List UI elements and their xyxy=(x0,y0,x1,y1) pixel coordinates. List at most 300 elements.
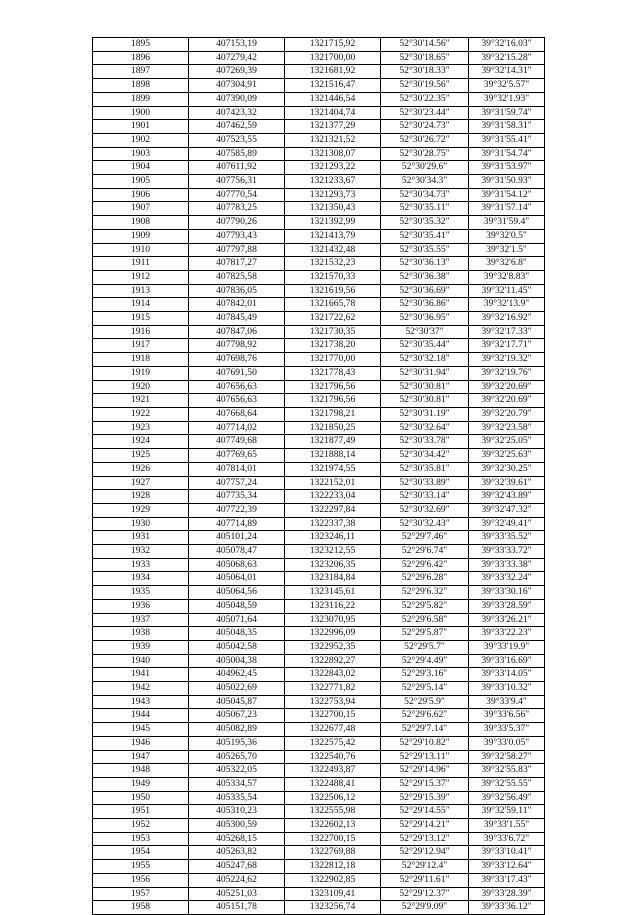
x-coordinate-cell: 405300,59 xyxy=(189,819,285,833)
point-number-cell: 1905 xyxy=(93,175,189,189)
table-row xyxy=(93,380,545,394)
y-coordinate-cell: 1321350,43 xyxy=(285,202,381,216)
latitude-cell: 52°30'35.32" xyxy=(381,216,469,230)
point-number-cell: 1931 xyxy=(93,531,189,545)
latitude-cell: 52°29'10.82" xyxy=(381,736,469,750)
point-number-cell: 1911 xyxy=(93,257,189,271)
point-number-cell: 1927 xyxy=(93,476,189,490)
x-coordinate-cell: 407523,55 xyxy=(189,133,285,147)
longitude-cell: 39°32'8.83" xyxy=(469,270,545,284)
x-coordinate-cell: 405251,03 xyxy=(189,887,285,901)
table-row xyxy=(93,65,545,79)
x-coordinate-cell: 405004,38 xyxy=(189,654,285,668)
point-number-cell: 1912 xyxy=(93,270,189,284)
longitude-cell: 39°32'39.61" xyxy=(469,476,545,490)
latitude-cell: 52°29'12.94" xyxy=(381,846,469,860)
longitude-cell: 39°33'6.72" xyxy=(469,832,545,846)
latitude-cell: 52°29'5.7" xyxy=(381,640,469,654)
table-row xyxy=(93,147,545,161)
latitude-cell: 52°30'28.75" xyxy=(381,147,469,161)
longitude-cell: 39°32'23.58" xyxy=(469,421,545,435)
longitude-cell: 39°33'9.4" xyxy=(469,695,545,709)
table-row xyxy=(93,860,545,874)
latitude-cell: 52°30'35.44" xyxy=(381,339,469,353)
point-number-cell: 1953 xyxy=(93,832,189,846)
longitude-cell: 39°32'20.69" xyxy=(469,380,545,394)
y-coordinate-cell: 1322488,41 xyxy=(285,777,381,791)
latitude-cell: 52°30'33.89" xyxy=(381,476,469,490)
point-number-cell: 1924 xyxy=(93,435,189,449)
longitude-cell: 39°33'35.52" xyxy=(469,531,545,545)
x-coordinate-cell: 407783,25 xyxy=(189,202,285,216)
table-row xyxy=(93,188,545,202)
latitude-cell: 52°29'14.21" xyxy=(381,819,469,833)
longitude-cell: 39°32'11.45" xyxy=(469,284,545,298)
x-coordinate-cell: 407390,09 xyxy=(189,92,285,106)
table-row xyxy=(93,777,545,791)
y-coordinate-cell: 1321293,22 xyxy=(285,161,381,175)
x-coordinate-cell: 407756,31 xyxy=(189,175,285,189)
longitude-cell: 39°33'10.41" xyxy=(469,846,545,860)
longitude-cell: 39°33'0.05" xyxy=(469,736,545,750)
y-coordinate-cell: 1321432,48 xyxy=(285,243,381,257)
x-coordinate-cell: 405042,58 xyxy=(189,640,285,654)
y-coordinate-cell: 1322812,18 xyxy=(285,860,381,874)
latitude-cell: 52°30'35.81" xyxy=(381,462,469,476)
y-coordinate-cell: 1322952,35 xyxy=(285,640,381,654)
y-coordinate-cell: 1321850,25 xyxy=(285,421,381,435)
point-number-cell: 1951 xyxy=(93,805,189,819)
y-coordinate-cell: 1323145,61 xyxy=(285,586,381,600)
x-coordinate-cell: 407798,92 xyxy=(189,339,285,353)
point-number-cell: 1926 xyxy=(93,462,189,476)
latitude-cell: 52°30'35.41" xyxy=(381,229,469,243)
point-number-cell: 1944 xyxy=(93,709,189,723)
point-number-cell: 1954 xyxy=(93,846,189,860)
latitude-cell: 52°30'18.65" xyxy=(381,51,469,65)
table-row xyxy=(93,462,545,476)
table-row xyxy=(93,435,545,449)
latitude-cell: 52°29'14.55" xyxy=(381,805,469,819)
longitude-cell: 39°33'28.39" xyxy=(469,887,545,901)
table-row xyxy=(93,791,545,805)
table-row xyxy=(93,229,545,243)
x-coordinate-cell: 407153,19 xyxy=(189,38,285,52)
latitude-cell: 52°29'13.12" xyxy=(381,832,469,846)
latitude-cell: 52°29'12.4" xyxy=(381,860,469,874)
point-number-cell: 1897 xyxy=(93,65,189,79)
latitude-cell: 52°30'29.6" xyxy=(381,161,469,175)
y-coordinate-cell: 1323246,11 xyxy=(285,531,381,545)
point-number-cell: 1956 xyxy=(93,873,189,887)
longitude-cell: 39°32'0.5" xyxy=(469,229,545,243)
longitude-cell: 39°32'20.79" xyxy=(469,407,545,421)
x-coordinate-cell: 405334,57 xyxy=(189,777,285,791)
x-coordinate-cell: 405064,01 xyxy=(189,572,285,586)
longitude-cell: 39°31'59.74" xyxy=(469,106,545,120)
x-coordinate-cell: 407814,01 xyxy=(189,462,285,476)
longitude-cell: 39°32'30.25" xyxy=(469,462,545,476)
y-coordinate-cell: 1322843,02 xyxy=(285,668,381,682)
longitude-cell: 39°32'56.49" xyxy=(469,791,545,805)
latitude-cell: 52°30'32.64" xyxy=(381,421,469,435)
latitude-cell: 52°30'30.81" xyxy=(381,394,469,408)
latitude-cell: 52°30'33.78" xyxy=(381,435,469,449)
latitude-cell: 52°29'4.49" xyxy=(381,654,469,668)
y-coordinate-cell: 1322769,88 xyxy=(285,846,381,860)
x-coordinate-cell: 405224,62 xyxy=(189,873,285,887)
y-coordinate-cell: 1322602,13 xyxy=(285,819,381,833)
longitude-cell: 39°32'16.92" xyxy=(469,312,545,326)
table-row xyxy=(93,736,545,750)
latitude-cell: 52°30'37" xyxy=(381,325,469,339)
table-row xyxy=(93,503,545,517)
longitude-cell: 39°33'33.38" xyxy=(469,558,545,572)
x-coordinate-cell: 405048,59 xyxy=(189,599,285,613)
longitude-cell: 39°32'47.32" xyxy=(469,503,545,517)
y-coordinate-cell: 1322677,48 xyxy=(285,723,381,737)
latitude-cell: 52°30'31.94" xyxy=(381,366,469,380)
point-number-cell: 1908 xyxy=(93,216,189,230)
latitude-cell: 52°29'7.14" xyxy=(381,723,469,737)
x-coordinate-cell: 407845,49 xyxy=(189,312,285,326)
table-row xyxy=(93,764,545,778)
point-number-cell: 1937 xyxy=(93,613,189,627)
table-row xyxy=(93,353,545,367)
point-number-cell: 1913 xyxy=(93,284,189,298)
longitude-cell: 39°32'5.57" xyxy=(469,79,545,93)
x-coordinate-cell: 405322,05 xyxy=(189,764,285,778)
table-row xyxy=(93,175,545,189)
y-coordinate-cell: 1323256,74 xyxy=(285,901,381,915)
y-coordinate-cell: 1321570,33 xyxy=(285,270,381,284)
point-number-cell: 1928 xyxy=(93,490,189,504)
point-number-cell: 1925 xyxy=(93,449,189,463)
longitude-cell: 39°32'59.11" xyxy=(469,805,545,819)
table-row xyxy=(93,92,545,106)
x-coordinate-cell: 407793,43 xyxy=(189,229,285,243)
latitude-cell: 52°30'34.73" xyxy=(381,188,469,202)
longitude-cell: 39°31'50.93" xyxy=(469,175,545,189)
y-coordinate-cell: 1322506,12 xyxy=(285,791,381,805)
longitude-cell: 39°32'19.76" xyxy=(469,366,545,380)
x-coordinate-cell: 407656,63 xyxy=(189,394,285,408)
point-number-cell: 1947 xyxy=(93,750,189,764)
longitude-cell: 39°31'54.74" xyxy=(469,147,545,161)
x-coordinate-cell: 407842,01 xyxy=(189,298,285,312)
y-coordinate-cell: 1322902,85 xyxy=(285,873,381,887)
y-coordinate-cell: 1321700,00 xyxy=(285,51,381,65)
latitude-cell: 52°29'6.74" xyxy=(381,545,469,559)
point-number-cell: 1895 xyxy=(93,38,189,52)
longitude-cell: 39°31'55.41" xyxy=(469,133,545,147)
point-number-cell: 1935 xyxy=(93,586,189,600)
y-coordinate-cell: 1321738,20 xyxy=(285,339,381,353)
coordinates-table-body xyxy=(93,38,545,915)
latitude-cell: 52°29'14.96" xyxy=(381,764,469,778)
x-coordinate-cell: 407304,91 xyxy=(189,79,285,93)
latitude-cell: 52°29'6.42" xyxy=(381,558,469,572)
longitude-cell: 39°32'13.9" xyxy=(469,298,545,312)
point-number-cell: 1915 xyxy=(93,312,189,326)
x-coordinate-cell: 405064,56 xyxy=(189,586,285,600)
table-row xyxy=(93,901,545,915)
table-row xyxy=(93,750,545,764)
table-row xyxy=(93,257,545,271)
longitude-cell: 39°33'30.16" xyxy=(469,586,545,600)
table-row xyxy=(93,312,545,326)
point-number-cell: 1903 xyxy=(93,147,189,161)
y-coordinate-cell: 1321888,14 xyxy=(285,449,381,463)
latitude-cell: 52°29'15.39" xyxy=(381,791,469,805)
x-coordinate-cell: 407790,26 xyxy=(189,216,285,230)
y-coordinate-cell: 1321293,73 xyxy=(285,188,381,202)
point-number-cell: 1930 xyxy=(93,517,189,531)
point-number-cell: 1901 xyxy=(93,120,189,134)
y-coordinate-cell: 1321532,23 xyxy=(285,257,381,271)
point-number-cell: 1948 xyxy=(93,764,189,778)
x-coordinate-cell: 407279,42 xyxy=(189,51,285,65)
table-row xyxy=(93,79,545,93)
y-coordinate-cell: 1321392,99 xyxy=(285,216,381,230)
y-coordinate-cell: 1321796,56 xyxy=(285,394,381,408)
table-row xyxy=(93,545,545,559)
latitude-cell: 52°30'32.18" xyxy=(381,353,469,367)
y-coordinate-cell: 1322555,98 xyxy=(285,805,381,819)
x-coordinate-cell: 405247,68 xyxy=(189,860,285,874)
point-number-cell: 1922 xyxy=(93,407,189,421)
y-coordinate-cell: 1321796,56 xyxy=(285,380,381,394)
x-coordinate-cell: 405068,63 xyxy=(189,558,285,572)
y-coordinate-cell: 1323109,41 xyxy=(285,887,381,901)
latitude-cell: 52°30'14.56" xyxy=(381,38,469,52)
point-number-cell: 1933 xyxy=(93,558,189,572)
x-coordinate-cell: 407668,64 xyxy=(189,407,285,421)
latitude-cell: 52°29'6.32" xyxy=(381,586,469,600)
table-row xyxy=(93,832,545,846)
y-coordinate-cell: 1322233,04 xyxy=(285,490,381,504)
latitude-cell: 52°29'5.14" xyxy=(381,682,469,696)
point-number-cell: 1952 xyxy=(93,819,189,833)
x-coordinate-cell: 407770,54 xyxy=(189,188,285,202)
table-row xyxy=(93,270,545,284)
latitude-cell: 52°30'36.38" xyxy=(381,270,469,284)
longitude-cell: 39°32'1.93" xyxy=(469,92,545,106)
table-row xyxy=(93,202,545,216)
longitude-cell: 39°33'33.72" xyxy=(469,545,545,559)
y-coordinate-cell: 1321233,67 xyxy=(285,175,381,189)
x-coordinate-cell: 404962,45 xyxy=(189,668,285,682)
point-number-cell: 1904 xyxy=(93,161,189,175)
longitude-cell: 39°32'55.83" xyxy=(469,764,545,778)
x-coordinate-cell: 407423,32 xyxy=(189,106,285,120)
point-number-cell: 1918 xyxy=(93,353,189,367)
latitude-cell: 52°30'31.19" xyxy=(381,407,469,421)
x-coordinate-cell: 405101,24 xyxy=(189,531,285,545)
table-row xyxy=(93,490,545,504)
longitude-cell: 39°33'32.24" xyxy=(469,572,545,586)
table-row xyxy=(93,394,545,408)
table-row xyxy=(93,51,545,65)
point-number-cell: 1914 xyxy=(93,298,189,312)
y-coordinate-cell: 1321404,74 xyxy=(285,106,381,120)
x-coordinate-cell: 405310,23 xyxy=(189,805,285,819)
x-coordinate-cell: 407722,39 xyxy=(189,503,285,517)
y-coordinate-cell: 1321413,79 xyxy=(285,229,381,243)
point-number-cell: 1900 xyxy=(93,106,189,120)
longitude-cell: 39°32'55.55" xyxy=(469,777,545,791)
x-coordinate-cell: 405151,78 xyxy=(189,901,285,915)
y-coordinate-cell: 1321770,00 xyxy=(285,353,381,367)
longitude-cell: 39°33'12.64" xyxy=(469,860,545,874)
point-number-cell: 1958 xyxy=(93,901,189,915)
y-coordinate-cell: 1323070,95 xyxy=(285,613,381,627)
point-number-cell: 1923 xyxy=(93,421,189,435)
longitude-cell: 39°33'22.23" xyxy=(469,627,545,641)
point-number-cell: 1907 xyxy=(93,202,189,216)
x-coordinate-cell: 405022,69 xyxy=(189,682,285,696)
x-coordinate-cell: 407769,65 xyxy=(189,449,285,463)
y-coordinate-cell: 1322892,27 xyxy=(285,654,381,668)
x-coordinate-cell: 407611,92 xyxy=(189,161,285,175)
y-coordinate-cell: 1323206,35 xyxy=(285,558,381,572)
latitude-cell: 52°30'30.81" xyxy=(381,380,469,394)
longitude-cell: 39°32'1.5" xyxy=(469,243,545,257)
table-row xyxy=(93,572,545,586)
table-row xyxy=(93,120,545,134)
x-coordinate-cell: 405082,89 xyxy=(189,723,285,737)
table-row xyxy=(93,819,545,833)
point-number-cell: 1950 xyxy=(93,791,189,805)
x-coordinate-cell: 407797,88 xyxy=(189,243,285,257)
latitude-cell: 52°29'12.37" xyxy=(381,887,469,901)
point-number-cell: 1932 xyxy=(93,545,189,559)
table-row xyxy=(93,449,545,463)
x-coordinate-cell: 407735,34 xyxy=(189,490,285,504)
longitude-cell: 39°32'6.8" xyxy=(469,257,545,271)
longitude-cell: 39°32'16.03" xyxy=(469,38,545,52)
table-row xyxy=(93,339,545,353)
table-row xyxy=(93,723,545,737)
latitude-cell: 52°30'23.44" xyxy=(381,106,469,120)
latitude-cell: 52°29'5.9" xyxy=(381,695,469,709)
x-coordinate-cell: 407825,58 xyxy=(189,270,285,284)
y-coordinate-cell: 1321516,47 xyxy=(285,79,381,93)
x-coordinate-cell: 407462,59 xyxy=(189,120,285,134)
latitude-cell: 52°29'11.61" xyxy=(381,873,469,887)
x-coordinate-cell: 407698,76 xyxy=(189,353,285,367)
point-number-cell: 1919 xyxy=(93,366,189,380)
table-row xyxy=(93,161,545,175)
table-row xyxy=(93,284,545,298)
longitude-cell: 39°31'57.14" xyxy=(469,202,545,216)
point-number-cell: 1902 xyxy=(93,133,189,147)
longitude-cell: 39°33'19.9" xyxy=(469,640,545,654)
longitude-cell: 39°33'17.43" xyxy=(469,873,545,887)
y-coordinate-cell: 1323184,84 xyxy=(285,572,381,586)
table-row xyxy=(93,243,545,257)
table-row xyxy=(93,599,545,613)
x-coordinate-cell: 405335,54 xyxy=(189,791,285,805)
x-coordinate-cell: 405268,15 xyxy=(189,832,285,846)
longitude-cell: 39°32'17.71" xyxy=(469,339,545,353)
latitude-cell: 52°30'34.3" xyxy=(381,175,469,189)
longitude-cell: 39°31'54.12" xyxy=(469,188,545,202)
y-coordinate-cell: 1321308,07 xyxy=(285,147,381,161)
x-coordinate-cell: 405265,70 xyxy=(189,750,285,764)
table-row xyxy=(93,805,545,819)
x-coordinate-cell: 405071,64 xyxy=(189,613,285,627)
x-coordinate-cell: 405048,35 xyxy=(189,627,285,641)
y-coordinate-cell: 1322700,15 xyxy=(285,709,381,723)
y-coordinate-cell: 1321681,92 xyxy=(285,65,381,79)
y-coordinate-cell: 1322753,94 xyxy=(285,695,381,709)
point-number-cell: 1920 xyxy=(93,380,189,394)
latitude-cell: 52°29'5.82" xyxy=(381,599,469,613)
y-coordinate-cell: 1321665,78 xyxy=(285,298,381,312)
point-number-cell: 1916 xyxy=(93,325,189,339)
latitude-cell: 52°30'35.55" xyxy=(381,243,469,257)
table-row xyxy=(93,517,545,531)
y-coordinate-cell: 1321798,21 xyxy=(285,407,381,421)
latitude-cell: 52°29'6.58" xyxy=(381,613,469,627)
y-coordinate-cell: 1321321,52 xyxy=(285,133,381,147)
y-coordinate-cell: 1323116,22 xyxy=(285,599,381,613)
longitude-cell: 39°32'58.27" xyxy=(469,750,545,764)
longitude-cell: 39°33'14.05" xyxy=(469,668,545,682)
point-number-cell: 1940 xyxy=(93,654,189,668)
table-row xyxy=(93,133,545,147)
y-coordinate-cell: 1322575,42 xyxy=(285,736,381,750)
table-row xyxy=(93,668,545,682)
y-coordinate-cell: 1322700,15 xyxy=(285,832,381,846)
latitude-cell: 52°30'36.13" xyxy=(381,257,469,271)
point-number-cell: 1896 xyxy=(93,51,189,65)
point-number-cell: 1957 xyxy=(93,887,189,901)
point-number-cell: 1910 xyxy=(93,243,189,257)
table-row xyxy=(93,613,545,627)
x-coordinate-cell: 407585,89 xyxy=(189,147,285,161)
point-number-cell: 1949 xyxy=(93,777,189,791)
table-row xyxy=(93,846,545,860)
y-coordinate-cell: 1321722,62 xyxy=(285,312,381,326)
table-row xyxy=(93,640,545,654)
table-row xyxy=(93,531,545,545)
y-coordinate-cell: 1321446,54 xyxy=(285,92,381,106)
point-number-cell: 1939 xyxy=(93,640,189,654)
latitude-cell: 52°30'35.11" xyxy=(381,202,469,216)
longitude-cell: 39°31'53.97" xyxy=(469,161,545,175)
table-row xyxy=(93,627,545,641)
y-coordinate-cell: 1321877,49 xyxy=(285,435,381,449)
point-number-cell: 1898 xyxy=(93,79,189,93)
point-number-cell: 1917 xyxy=(93,339,189,353)
point-number-cell: 1899 xyxy=(93,92,189,106)
point-number-cell: 1946 xyxy=(93,736,189,750)
coordinates-table xyxy=(92,37,545,915)
y-coordinate-cell: 1322337,38 xyxy=(285,517,381,531)
latitude-cell: 52°29'5.87" xyxy=(381,627,469,641)
latitude-cell: 52°29'6.28" xyxy=(381,572,469,586)
longitude-cell: 39°31'58.31" xyxy=(469,120,545,134)
longitude-cell: 39°32'49.41" xyxy=(469,517,545,531)
point-number-cell: 1929 xyxy=(93,503,189,517)
x-coordinate-cell: 405078,47 xyxy=(189,545,285,559)
latitude-cell: 52°29'3.16" xyxy=(381,668,469,682)
longitude-cell: 39°33'28.59" xyxy=(469,599,545,613)
point-number-cell: 1955 xyxy=(93,860,189,874)
point-number-cell: 1945 xyxy=(93,723,189,737)
